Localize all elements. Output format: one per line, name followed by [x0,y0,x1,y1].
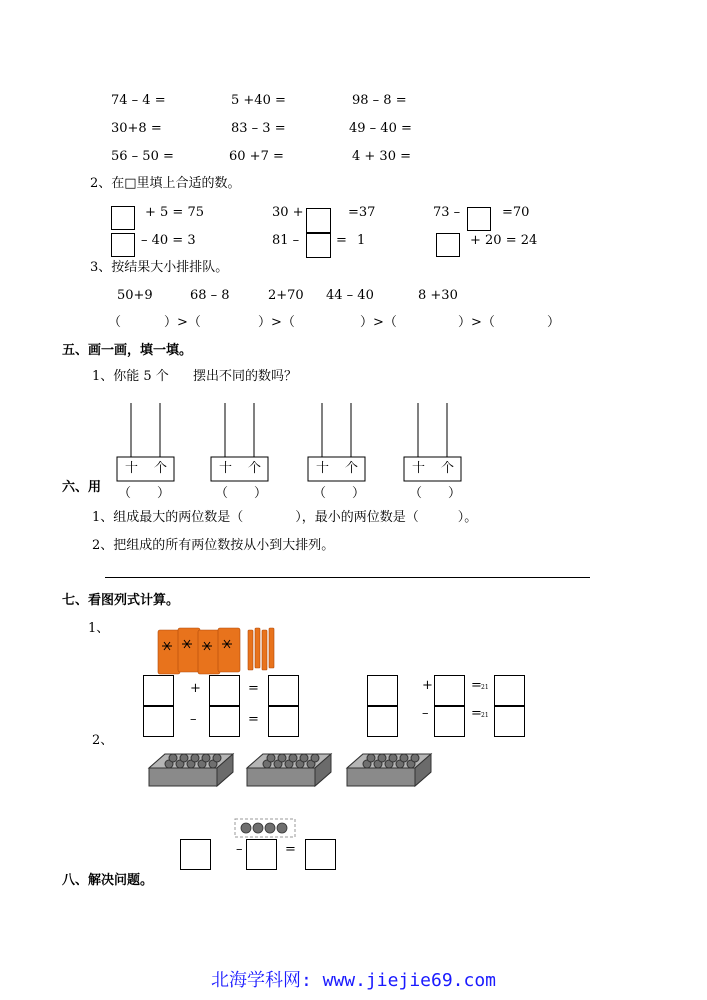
q3-item: 44 – 40 [326,288,374,303]
q2-r2-e: + 20 = 24 [470,233,538,248]
equals-sign: = [248,712,259,727]
abacus [210,403,270,483]
tens-label: 十 [412,461,426,476]
minus-sign: – [236,842,243,857]
s6-q1: 1、组成最大的两位数是（ ），最小的两位数是（ ）。 [92,510,478,525]
calc-3-3: 4 + 30 = [352,149,411,164]
answer-box[interactable] [436,233,460,257]
equals-sign: = [285,842,296,857]
order-paren: ）>（ [360,315,397,330]
calc-3-2: 60 +7 = [229,149,284,164]
q2-r2-b: 81 – [272,233,300,248]
section-6-heading: 六、用 [62,480,102,495]
q2-title: 2、在□里填上合适的数。 [90,176,241,191]
section-7-heading: 七、看图列式计算。 [62,593,180,608]
answer-box[interactable] [305,839,336,870]
small-mark: 21 [481,684,489,691]
calc-2-1: 30+8 = [111,121,162,136]
answer-box[interactable] [246,839,277,870]
tens-label: 十 [125,461,139,476]
small-mark: 21 [481,712,489,719]
answer-box[interactable] [494,675,525,706]
plus-sign: + [422,678,433,693]
q3-item: 8 +30 [418,288,458,303]
abacus-answer[interactable]: （ ） [118,486,171,501]
q2-r2-c: = [336,233,347,248]
tens-label: 十 [316,461,330,476]
order-paren: ）>（ [458,315,495,330]
minus-sign: – [190,712,197,727]
answer-box[interactable] [268,675,299,706]
abacus [116,403,176,483]
q2-r2-d: 1 [357,233,366,248]
s7-q1-label: 1、 [88,621,110,636]
q3-item: 2+70 [268,288,304,303]
site-footer[interactable]: 北海学科网: www.jiejie69.com [210,970,497,991]
calc-1-1: 74 – 4 = [111,93,166,108]
loose-eggs-icon [234,818,296,838]
answer-box[interactable] [306,208,331,233]
s7-q2-label: 2、 [92,733,114,748]
section-5-heading: 五、画一画，填一填。 [62,343,193,358]
answer-box[interactable] [111,233,135,257]
answer-box[interactable] [143,675,174,706]
q2-r1-a: + 5 = 75 [145,205,204,220]
order-paren: ） [547,315,561,330]
calc-3-1: 56 – 50 = [111,149,174,164]
answer-box[interactable] [111,206,135,230]
q2-r1-e: =70 [502,205,530,220]
q2-r1-d: 73 – [433,205,461,220]
answer-box[interactable] [143,706,174,737]
answer-box[interactable] [434,675,465,706]
calc-2-3: 49 – 40 = [349,121,412,136]
answer-box[interactable] [180,839,211,870]
ones-label: 个 [154,461,168,476]
q3-title: 3、按结果大小排排队。 [90,260,229,275]
s5-q1a: 1、你能 5 个 [92,369,169,384]
order-paren: （ [108,315,122,330]
abacus [307,403,367,483]
order-paren: ）>（ [258,315,295,330]
answer-box[interactable] [494,706,525,737]
plus-sign: + [190,681,201,696]
answer-box[interactable] [268,706,299,737]
calc-1-3: 98 – 8 = [352,93,407,108]
abacus-answer[interactable]: （ ） [409,486,462,501]
answer-box[interactable] [367,675,398,706]
calc-1-2: 5 +40 = [231,93,286,108]
q2-r1-c: =37 [348,205,376,220]
answer-box[interactable] [434,706,465,737]
q3-item: 68 – 8 [190,288,230,303]
ones-label: 个 [441,461,455,476]
answer-box[interactable] [306,233,331,258]
abacus-answer[interactable]: （ ） [313,486,366,501]
tens-label: 十 [219,461,233,476]
stick-bundles-icon [156,622,282,676]
ones-label: 个 [248,461,262,476]
answer-box[interactable] [209,706,240,737]
q2-r2-a: – 40 = 3 [141,233,196,248]
order-paren: ）>（ [164,315,201,330]
answer-box[interactable] [209,675,240,706]
answer-line[interactable] [105,577,590,578]
calc-2-2: 83 – 3 = [231,121,286,136]
abacus [403,403,463,483]
equals-sign: = [248,681,259,696]
s6-q2: 2、把组成的所有两位数按从小到大排列。 [92,538,335,553]
answer-box[interactable] [467,207,491,231]
q2-r1-b: 30 + [272,205,304,220]
equals-sign: = [471,706,482,721]
s5-q1b: 摆出不同的数吗？ [193,369,298,384]
section-8-heading: 八、解决问题。 [62,873,154,888]
minus-sign: – [422,706,429,721]
answer-box[interactable] [367,706,398,737]
abacus-answer[interactable]: （ ） [215,486,268,501]
q3-item: 50+9 [117,288,153,303]
equals-sign: = [471,678,482,693]
ones-label: 个 [345,461,359,476]
egg-trays-icon [147,750,447,806]
